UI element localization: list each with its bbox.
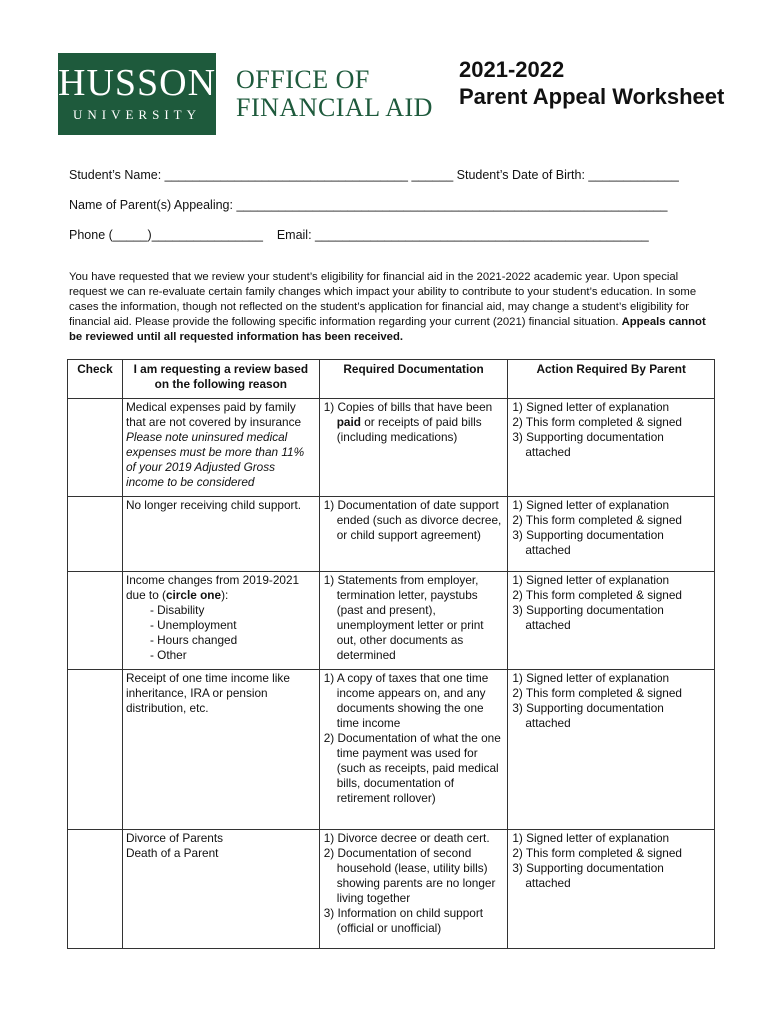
husson-logo	[58, 53, 216, 135]
action-item: 3) Supporting documentation attached	[512, 603, 664, 632]
document-year: 2021-2022	[459, 57, 565, 82]
table-row	[68, 497, 715, 572]
option-unemployment[interactable]: - Unemployment	[149, 618, 237, 632]
logo-subtitle: UNIVERSITY	[73, 107, 201, 122]
doc-item: 2) Documentation of second household (lease, utility bills) showing parents are no longer living together	[323, 846, 496, 905]
table-row	[68, 830, 715, 949]
action-cell	[508, 670, 715, 830]
header-doc: Required Documentation	[319, 360, 508, 399]
action-cell	[508, 399, 715, 497]
reason-death: Death of a Parent	[125, 846, 219, 860]
check-cell[interactable]	[68, 830, 123, 949]
option-hours-changed[interactable]: - Hours changed	[149, 633, 238, 647]
intro-text: You have requested that we review your student’s eligibility for financial aid in the 2021-2022 academic year. Upon special request we can re-evaluate certain family changes which impact your ability to contribute to your student’s education. In some cases the information, though not reflected on the student’s application for financial aid, may change a student’s eligibility for financial aid. Please provide the following specific information regarding your current (2021) financial situation.	[69, 271, 697, 328]
student-name-field[interactable]: Student’s Name: ___________________________________ ______ Student’s Date of Birth: _____________	[69, 168, 679, 182]
action-item: 1) Signed letter of explanation	[512, 573, 670, 587]
intro-bold-note: Appeals cannot be reviewed until all requested information has been received.	[69, 316, 706, 343]
check-cell[interactable]	[68, 670, 123, 830]
reason-cell	[122, 497, 319, 572]
reason-text: Receipt of one time income like inheritance, IRA or pension distribution, etc.	[125, 671, 290, 715]
action-item: 2) This form completed & signed	[512, 686, 682, 700]
doc-cell	[319, 399, 508, 497]
parent-name-field[interactable]: Name of Parent(s) Appealing: ______________________________________________________________	[69, 198, 668, 212]
header-reason: I am requesting a review based on the following reason	[122, 360, 319, 399]
office-line-2: FINANCIAL AID	[236, 93, 433, 122]
reason-cell	[122, 399, 319, 497]
logo-wordmark: HUSSON	[58, 62, 217, 104]
doc-item: 1) Divorce decree or death cert.	[323, 831, 490, 845]
table-row	[68, 572, 715, 670]
appeal-table	[67, 359, 715, 949]
table-header-row	[68, 360, 715, 399]
header-check: Check	[68, 360, 123, 399]
office-name	[236, 66, 433, 122]
table-row	[68, 399, 715, 497]
reason-text: Income changes from 2019-2021 due to (circle one):	[125, 573, 300, 602]
action-item: 1) Signed letter of explanation	[512, 400, 670, 414]
action-item: 2) This form completed & signed	[512, 588, 682, 602]
reason-text: Medical expenses paid by family that are not covered by insurance	[125, 400, 302, 429]
reason-cell	[122, 572, 319, 670]
action-item: 3) Supporting documentation attached	[512, 861, 664, 890]
check-cell[interactable]	[68, 497, 123, 572]
doc-cell	[319, 497, 508, 572]
reason-cell	[122, 670, 319, 830]
doc-cell	[319, 572, 508, 670]
action-cell	[508, 497, 715, 572]
document-title	[459, 56, 724, 110]
reason-options	[126, 603, 316, 663]
option-disability[interactable]: - Disability	[149, 603, 205, 617]
action-item: 3) Supporting documentation attached	[512, 701, 664, 730]
action-item: 1) Signed letter of explanation	[512, 671, 670, 685]
doc-item: 1) Copies of bills that have been paid or receipts of paid bills (including medications)	[323, 400, 493, 444]
action-item: 2) This form completed & signed	[512, 415, 682, 429]
doc-item: 1) Statements from employer, termination letter, paystubs (past and present), unemployment letter or print out, other documents as determined	[323, 573, 484, 662]
check-cell[interactable]	[68, 572, 123, 670]
table-row	[68, 670, 715, 830]
action-item: 2) This form completed & signed	[512, 846, 682, 860]
office-line-1: OFFICE OF	[236, 65, 370, 94]
doc-item: 3) Information on child support (official or unofficial)	[323, 906, 484, 935]
reason-text: No longer receiving child support.	[125, 498, 302, 512]
doc-item: 1) A copy of taxes that one time income appears on, and any documents showing the one time income	[323, 671, 489, 730]
intro-paragraph	[69, 270, 709, 345]
phone-email-field[interactable]: Phone (_____)________________ Email: ________________________________________________	[69, 228, 649, 242]
check-cell[interactable]	[68, 399, 123, 497]
doc-item: 2) Documentation of what the one time payment was used for (such as receipts, paid medical bills, documentation of retirement rollover)	[323, 731, 501, 805]
action-item: 2) This form completed & signed	[512, 513, 682, 527]
reason-note: Please note uninsured medical expenses must be more than 11% of your 2019 Adjusted Gross income to be considered	[125, 430, 305, 489]
action-item: 1) Signed letter of explanation	[512, 498, 670, 512]
action-item: 3) Supporting documentation attached	[512, 430, 664, 459]
doc-item: 1) Documentation of date support ended (such as divorce decree, or child support agreement)	[323, 498, 502, 542]
action-cell	[508, 572, 715, 670]
option-other[interactable]: - Other	[149, 648, 187, 662]
action-cell	[508, 830, 715, 949]
doc-cell	[319, 670, 508, 830]
header-action: Action Required By Parent	[508, 360, 715, 399]
reason-cell	[122, 830, 319, 949]
document-title-text: Parent Appeal Worksheet	[459, 84, 725, 109]
action-item: 3) Supporting documentation attached	[512, 528, 664, 557]
doc-cell	[319, 830, 508, 949]
reason-divorce: Divorce of Parents	[125, 831, 223, 845]
action-item: 1) Signed letter of explanation	[512, 831, 670, 845]
